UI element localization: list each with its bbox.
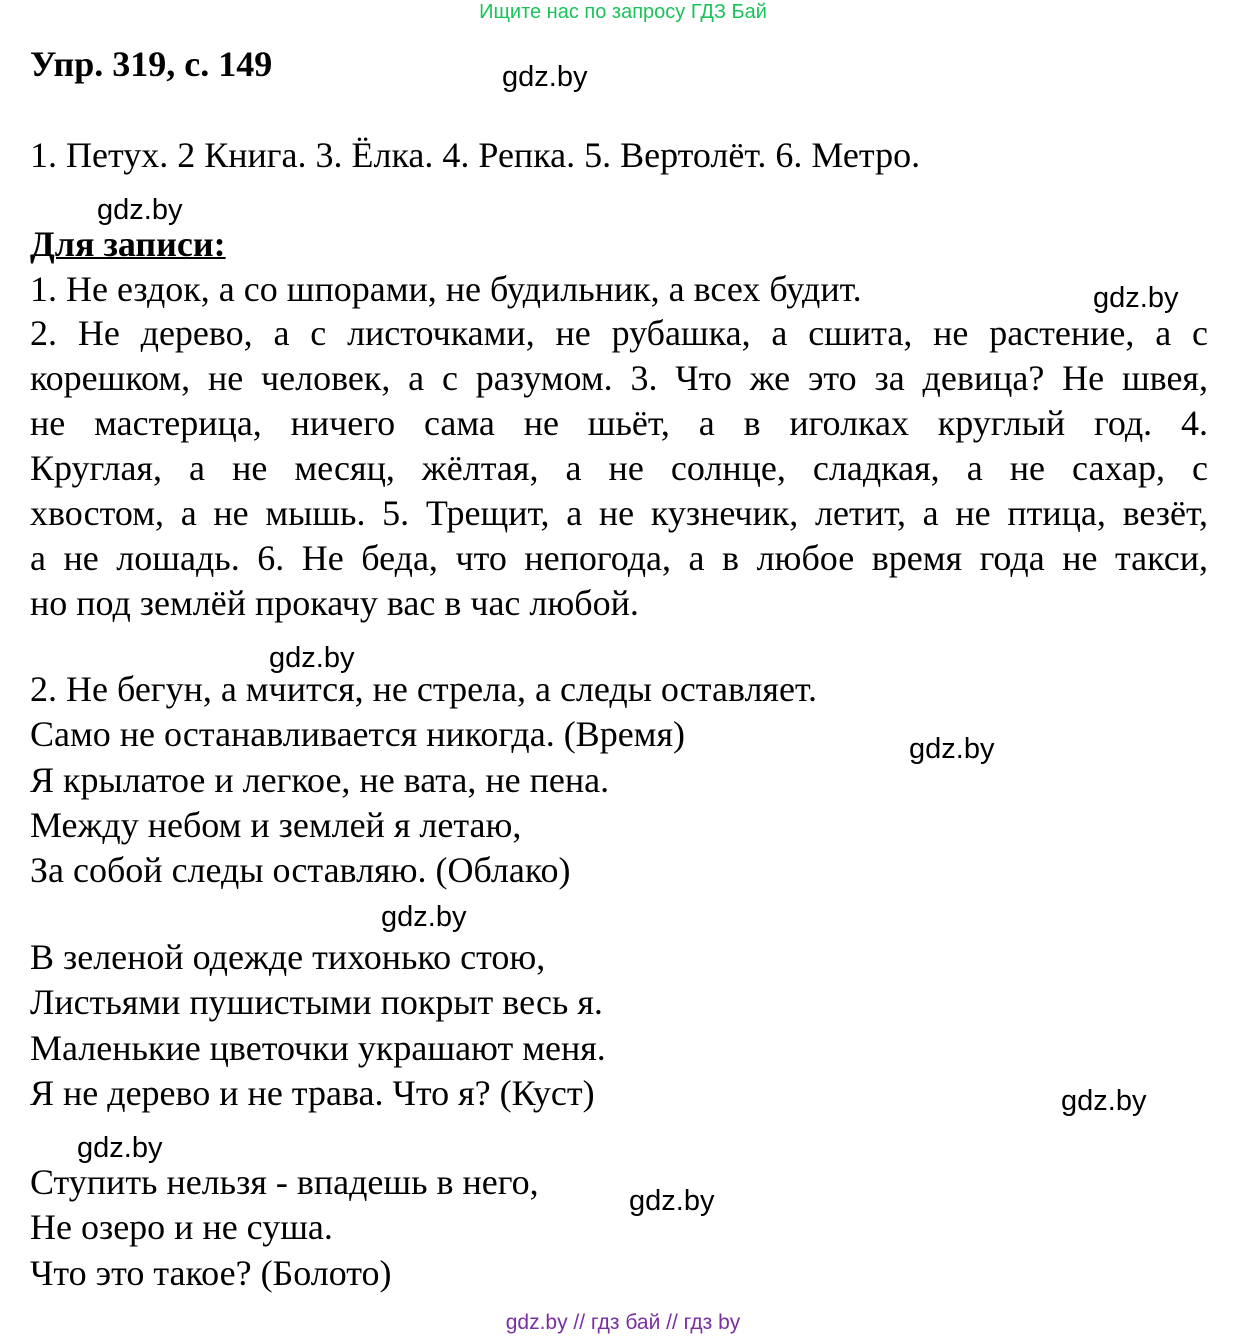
poem-line: 2. Не бегун, а мчится, не стрела, а следы оставляет. (30, 669, 817, 709)
poem-line: Маленькие цветочки украшают меня. (30, 1027, 606, 1068)
poem-line: Что это такое? (Болото) (30, 1252, 392, 1293)
watermark: gdz.by (1061, 1085, 1147, 1117)
watermark: gdz.by (629, 1185, 715, 1217)
top-banner: Ищите нас по запросу ГДЗ Бай (479, 1, 767, 23)
watermark: gdz.by (269, 642, 355, 674)
paragraph-line: хвостом, а не мышь. 5. Трещит, а не кузнечик, летит, а не птица, везёт, (30, 493, 1208, 533)
paragraph-line: не мастерица, ничего сама не шьёт, а в иголках круглый год. 4. (30, 403, 1208, 443)
paragraph-line: но под землёй прокачу вас в час любой. (30, 583, 639, 623)
poem-2 (30, 935, 606, 1116)
watermark: gdz.by (1093, 282, 1179, 314)
watermark: gdz.by (381, 901, 467, 933)
poem-line: Между небом и землей я летаю, (30, 804, 522, 845)
paragraph-line: Круглая, а не месяц, жёлтая, а не солнце, сладкая, а не сахар, с (30, 448, 1208, 488)
watermark: gdz.by (502, 61, 588, 93)
exercise-title: Упр. 319, с. 149 (30, 44, 273, 84)
poem-3 (30, 1160, 539, 1296)
record-heading: Для записи: (30, 224, 226, 264)
poem-line: Не озеро и не суша. (30, 1207, 333, 1248)
poem-1 (30, 667, 817, 893)
poem-line: Листьями пушистыми покрыт весь я. (30, 982, 603, 1023)
poem-line: За собой следы оставляю. (Облако) (30, 850, 571, 891)
watermark: gdz.by (909, 733, 995, 765)
poem-line: Само не останавливается никогда. (Время) (30, 714, 685, 755)
paragraph-line: 2. Не дерево, а с листочками, не рубашка, а сшита, не растение, а с (30, 313, 1208, 353)
answers-line: 1. Петух. 2 Книга. 3. Ёлка. 4. Репка. 5. Вертолёт. 6. Метро. (30, 135, 921, 175)
poem-line: Я крылатое и легкое, не вата, не пена. (30, 759, 610, 800)
poem-line: Я не дерево и не трава. Что я? (Куст) (30, 1072, 595, 1113)
poem-line: Ступить нельзя - впадешь в него, (30, 1162, 539, 1202)
footer-links: gdz.by // гдз бай // гдз by (505, 1311, 741, 1334)
paragraph-line: корешком, не человек, а с разумом. 3. Что же это за девица? Не швея, (30, 358, 1208, 398)
watermark: gdz.by (77, 1132, 163, 1164)
poem-line: В зеленой одежде тихонько стою, (30, 937, 546, 977)
riddles-paragraph (30, 311, 1208, 626)
record-line-1: 1. Не ездок, а со шпорами, не будильник, а всех будит. (30, 269, 862, 309)
paragraph-line: а не лошадь. 6. Не беда, что непогода, а в любое время года не такси, (30, 538, 1208, 578)
watermark: gdz.by (97, 194, 183, 226)
